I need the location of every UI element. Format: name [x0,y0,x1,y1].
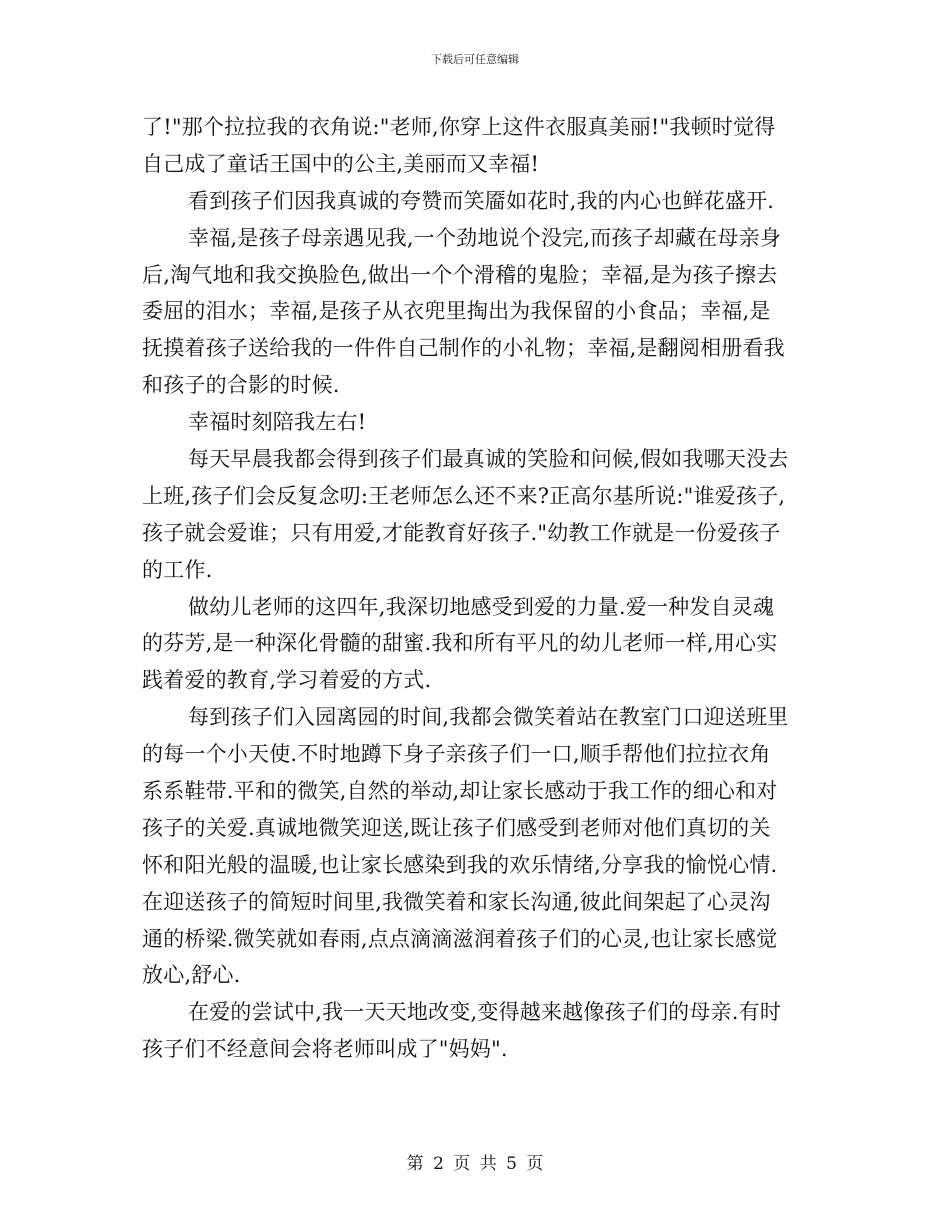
text-line: 放心,舒心. [142,963,241,988]
text-line: 上班,孩子们会反复念叨:王老师怎么还不来?正高尔基所说:"谁爱孩子, [142,483,786,508]
text-line: 孩子们不经意间会将老师叫成了"妈妈". [142,1037,508,1062]
text-line: 了!"那个拉拉我的衣角说:"老师,你穿上这件衣服真美丽!"我顿时觉得 [142,115,776,139]
text-line: 委屈的泪水；幸福,是孩子从衣兜里掏出为我保留的小食品；幸福,是 [142,299,771,324]
text-line: 看到孩子们因我真诚的夸赞而笑靥如花时,我的内心也鲜花盛开. [188,188,775,213]
text-line: 和孩子的合影的时候. [142,373,340,398]
text-line: 在爱的尝试中,我一天天地改变,变得越来越像孩子们的母亲.有时 [188,1000,782,1025]
text-line: 系系鞋带.平和的微笑,自然的举动,却让家长感动于我工作的细心和对 [142,779,778,804]
text-line: 每到孩子们入园离园的时间,我都会微笑着站在教室门口迎送班里 [188,705,789,730]
text-line: 孩子的关爱.真诚地微笑迎送,既让孩子们感受到老师对他们真切的关 [142,815,771,840]
text-line: 幸福时刻陪我左右! [188,410,367,435]
text-line: 抚摸着孩子送给我的一件件自己制作的小礼物；幸福,是翻阅相册看我 [142,336,785,361]
text-line: 每天早晨我都会得到孩子们最真诚的笑脸和问候,假如我哪天没去 [188,447,789,472]
text-line: 的工作. [142,557,213,582]
text-line: 怀和阳光般的温暖,也让家长感染到我的欢乐情绪,分享我的愉悦心情. [142,852,778,877]
text-line: 通的桥梁.微笑就如春雨,点点滴滴滋润着孩子们的心灵,也让家长感觉 [142,926,778,951]
text-line: 幸福,是孩子母亲遇见我,一个劲地说个没完,而孩子却藏在母亲身 [188,225,782,250]
text-line: 的芬芳,是一种深化骨髓的甜蜜.我和所有平凡的幼儿老师一样,用心实 [142,631,778,656]
text-line: 在迎送孩子的简短时间里,我微笑着和家长沟通,彼此间架起了心灵沟 [142,889,771,914]
text-line: 后,淘气地和我交换脸色,做出一个个滑稽的鬼脸；幸福,是为孩子擦去 [142,262,778,287]
document-body [142,109,806,1068]
text-line: 做幼儿老师的这四年,我深切地感受到爱的力量.爱一种发自灵魂 [188,594,775,619]
text-line: 孩子就会爱谁；只有用爱,才能教育好孩子."幼教工作就是一份爱孩子 [142,520,781,545]
text-line: 践着爱的教育,学习着爱的方式. [142,668,432,693]
page-header: 下载后可任意编辑 [431,53,519,66]
page-footer: 第 2 页 共 5 页 [406,1154,544,1174]
text-line: 的每一个小天使.不时地蹲下身子亲孩子们一口,顺手帮他们拉拉衣角 [142,742,771,767]
text-line: 自己成了童话王国中的公主,美丽而又幸福! [142,151,540,176]
